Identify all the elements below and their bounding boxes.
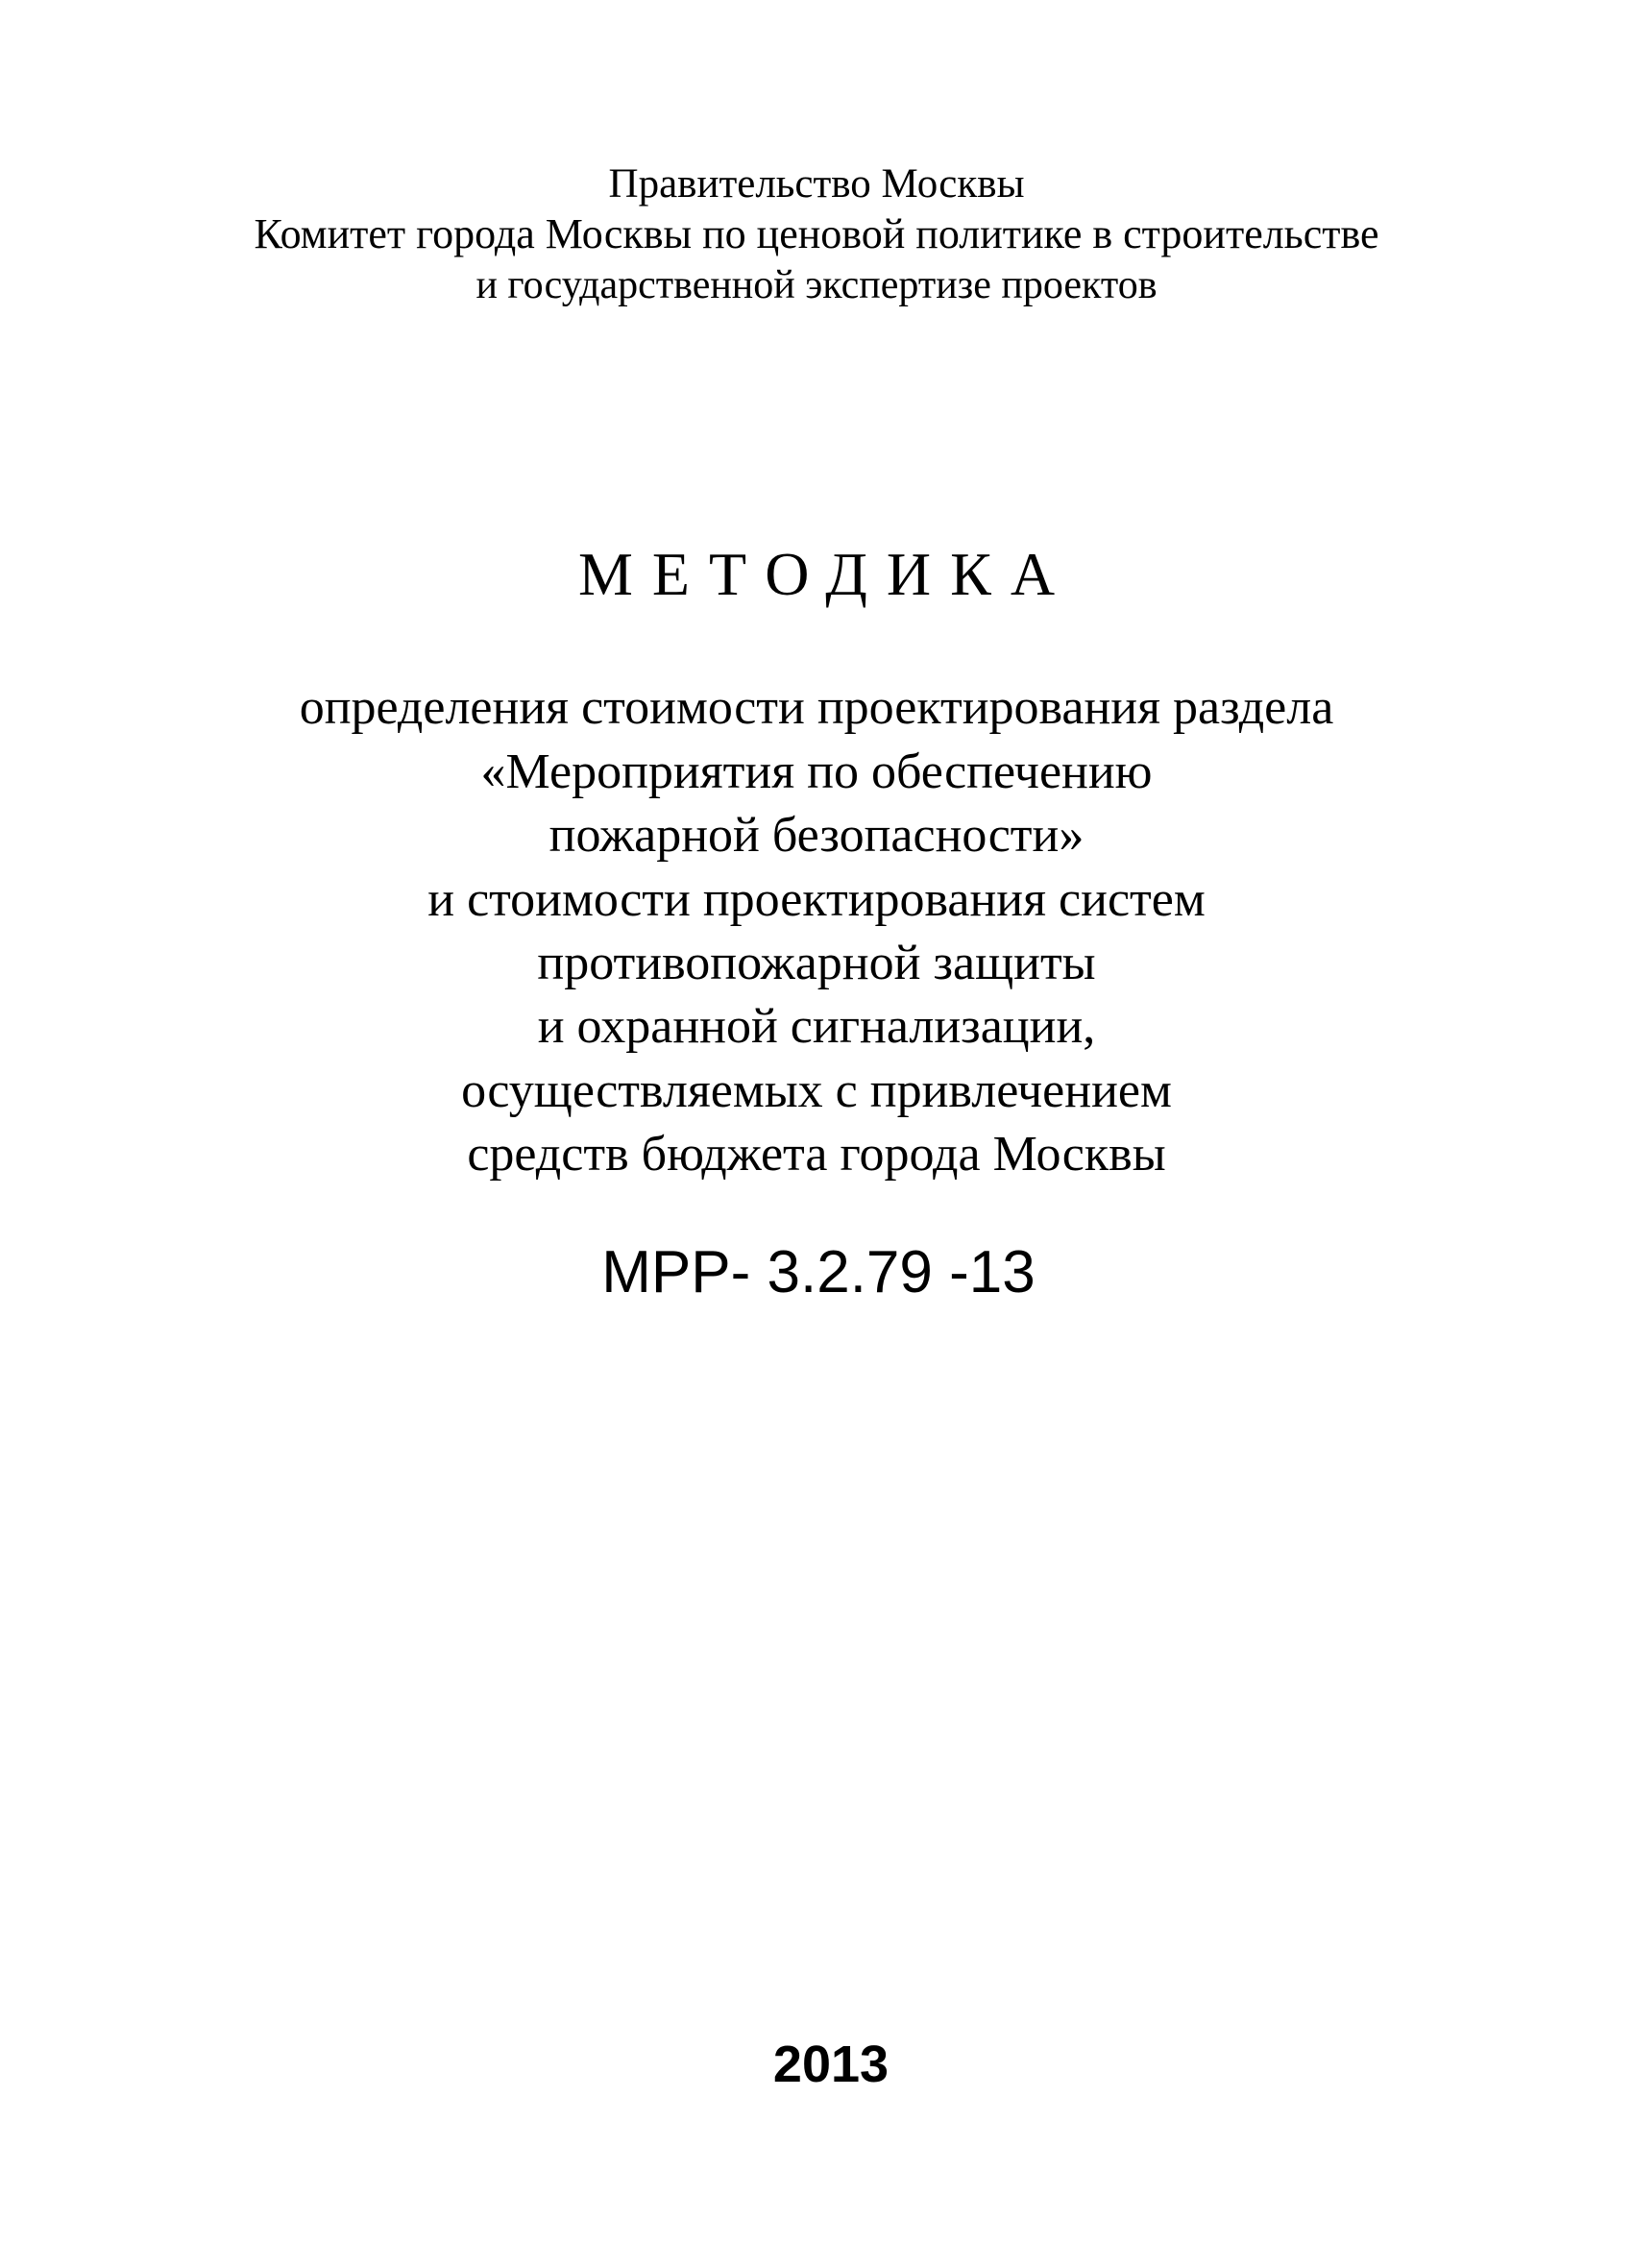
subtitle-line: определения стоимости проектирования раздела — [299, 680, 1334, 735]
subtitle-line: осуществляемых с привлечением — [461, 1063, 1172, 1118]
subtitle-line: пожарной безопасности» — [548, 808, 1085, 863]
document-code: МРР- 3.2.79 -13 — [601, 1239, 1036, 1305]
subtitle-line: и охранной сигнализации, — [537, 999, 1096, 1054]
org-committee: Комитет города Москвы по ценовой политике в строительстве — [254, 210, 1379, 257]
org-government: Правительство Москвы — [608, 161, 1025, 207]
publication-year: 2013 — [772, 2036, 890, 2093]
subtitle-line: и стоимости проектирования систем — [427, 872, 1206, 927]
subtitle-line: средств бюджета города Москвы — [467, 1127, 1166, 1182]
subtitle-line: «Мероприятия по обеспечению — [480, 744, 1153, 799]
org-committee-continued: и государственной экспертизе проектов — [475, 263, 1158, 307]
document-title: МЕТОДИКА — [577, 540, 1075, 608]
subtitle-line: противопожарной защиты — [537, 936, 1096, 990]
